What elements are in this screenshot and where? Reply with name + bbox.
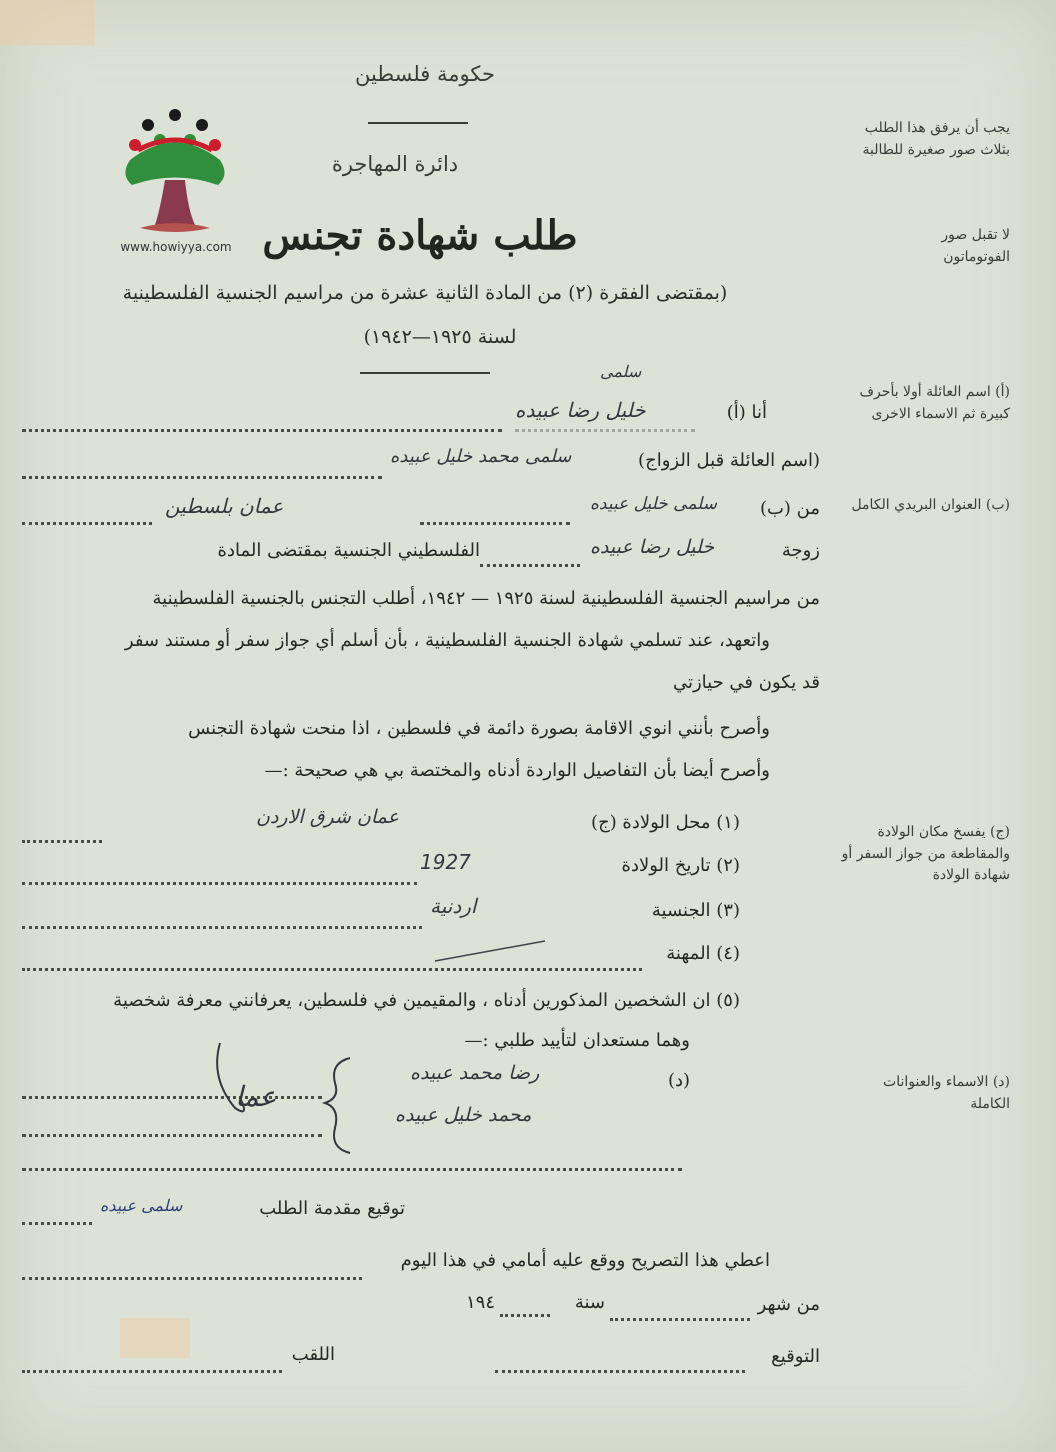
form-years: لسنة ١٩٢٥—١٩٤٢) — [363, 326, 517, 348]
label-sign: التوقيع — [771, 1346, 820, 1367]
item-2-label: (٢) تاريخ الولادة — [621, 855, 740, 876]
dotted-line — [22, 520, 152, 525]
dotted-line — [22, 474, 382, 479]
item-1-label: (١) محل الولادة (ج) — [591, 812, 740, 833]
title-divider — [360, 372, 490, 374]
dotted-line — [22, 838, 102, 843]
paper-stain — [0, 0, 95, 45]
cancel-stroke — [430, 936, 550, 966]
department-name: دائرة المهاجرة — [331, 152, 459, 176]
handwritten-name-above: سلمى — [600, 362, 642, 381]
text-wife-rest: الفلسطيني الجنسية بمقتضى المادة — [217, 540, 480, 561]
label-a: أنا (أ) — [726, 402, 767, 423]
side-note-c: (ج) يفسخ مكان الولادة والمقاطعة من جواز السفر أو شهادة الولادة — [841, 824, 1010, 884]
handwritten-nationality: اردنية — [430, 894, 477, 918]
dotted-line — [515, 427, 695, 432]
handwritten-address-place: عمان بلسطين — [165, 494, 284, 518]
paragraph-4: وأصرح بأنني انوي الاقامة بصورة دائمة في فلسطين ، اذا منحت شهادة التجنس — [188, 718, 770, 739]
handwritten-birthdate: 1927 — [420, 850, 471, 874]
handwritten-brace-mark — [200, 1038, 370, 1158]
label-month: من شهر — [757, 1294, 820, 1315]
dotted-line — [22, 966, 642, 971]
label-maiden-name: (اسم العائلة قبل الزواج) — [638, 450, 820, 471]
handwritten-referee-1: رضا محمد عبيده — [410, 1062, 540, 1084]
handwritten-applicant-signature: سلمى عبيده — [100, 1196, 183, 1215]
label-wife: زوجة — [781, 540, 820, 561]
handwritten-name: خليل رضا عبيده — [515, 398, 646, 422]
handwritten-referee-2: محمد خليل عبيده — [395, 1104, 532, 1126]
paragraph-1: من مراسيم الجنسية الفلسطينية لسنة ١٩٢٥ — ١٩٤٢، أطلب التجنس بالجنسية الفلسطينية — [152, 588, 820, 609]
dotted-line — [22, 1220, 92, 1225]
side-note-b: (ب) العنوان البريدي الكامل — [851, 497, 1010, 513]
dotted-line — [22, 427, 502, 432]
label-title: اللقب — [291, 1344, 335, 1365]
howiyya-logo — [100, 100, 250, 260]
dotted-line — [22, 1275, 362, 1280]
declaration-text: اعطي هذا التصريح ووقع عليه أمامي في هذا اليوم — [400, 1250, 770, 1271]
label-year: سنة — [574, 1292, 605, 1313]
side-note-photomaton: لا تقبل صور الفوتوماتون — [941, 227, 1010, 265]
dotted-line — [495, 1368, 745, 1373]
item-4-label: (٤) المهنة — [666, 943, 740, 964]
dotted-line — [610, 1316, 750, 1321]
label-b: من (ب) — [759, 498, 820, 519]
item-3-label: (٣) الجنسية — [651, 900, 740, 921]
paragraph-2: واتعهد، عند تسلمي شهادة الجنسية الفلسطينية ، بأن أسلم أي جواز سفر أو مستند سفر — [124, 630, 770, 651]
paragraph-5: وأصرح أيضا بأن التفاصيل الواردة أدناه والمختصة بي هي صحيحة :— — [264, 760, 770, 781]
item-5-line-2: وهما مستعدان لتأييد طلبي :— — [464, 1030, 690, 1051]
paper-stain — [120, 1318, 190, 1358]
handwritten-birthplace: عمان شرق الاردن — [256, 806, 399, 828]
side-note-d: (د) الاسماء والعنوانات الكاملة — [883, 1074, 1010, 1112]
dotted-line — [420, 520, 570, 525]
dotted-line — [22, 880, 417, 885]
header-divider — [368, 122, 468, 124]
dotted-line — [22, 1166, 682, 1171]
year-value: ١٩٤ — [465, 1292, 495, 1313]
dotted-line — [500, 1312, 550, 1317]
form-title: طلب شهادة تجنس — [262, 212, 578, 259]
item-5-line-1: (٥) ان الشخصين المذكورين أدناه ، والمقيمين في فلسطين، يعرفانني معرفة شخصية — [113, 990, 740, 1011]
label-applicant-signature: توقيع مقدمة الطلب — [259, 1198, 405, 1219]
side-note-photos: يجب أن يرفق هذا الطلب بثلاث صور صغيرة للطالبة — [862, 120, 1010, 158]
handwritten-initials: عما — [235, 1080, 277, 1113]
government-name: حكومة فلسطين — [355, 62, 495, 86]
dotted-line — [22, 924, 422, 929]
dotted-line — [480, 562, 580, 567]
handwritten-address-name: سلمى خليل عبيده — [590, 494, 718, 514]
label-d: (د) — [667, 1070, 690, 1091]
handwritten-maiden-name: سلمى محمد خليل عبيده — [390, 446, 572, 467]
paragraph-3: قد يكون في حيازتي — [672, 672, 820, 693]
logo-url: www.howiyya.com — [120, 240, 232, 254]
form-subtitle: (بمقتضى الفقرة (٢) من المادة الثانية عشرة من مراسيم الجنسية الفلسطينية — [122, 282, 728, 304]
side-note-a: (أ) اسم العائلة أولا بأحرف كبيرة ثم الاسماء الاخرى — [859, 384, 1010, 422]
handwritten-husband-name: خليل رضا عبيده — [590, 536, 715, 558]
dotted-line — [22, 1368, 282, 1373]
